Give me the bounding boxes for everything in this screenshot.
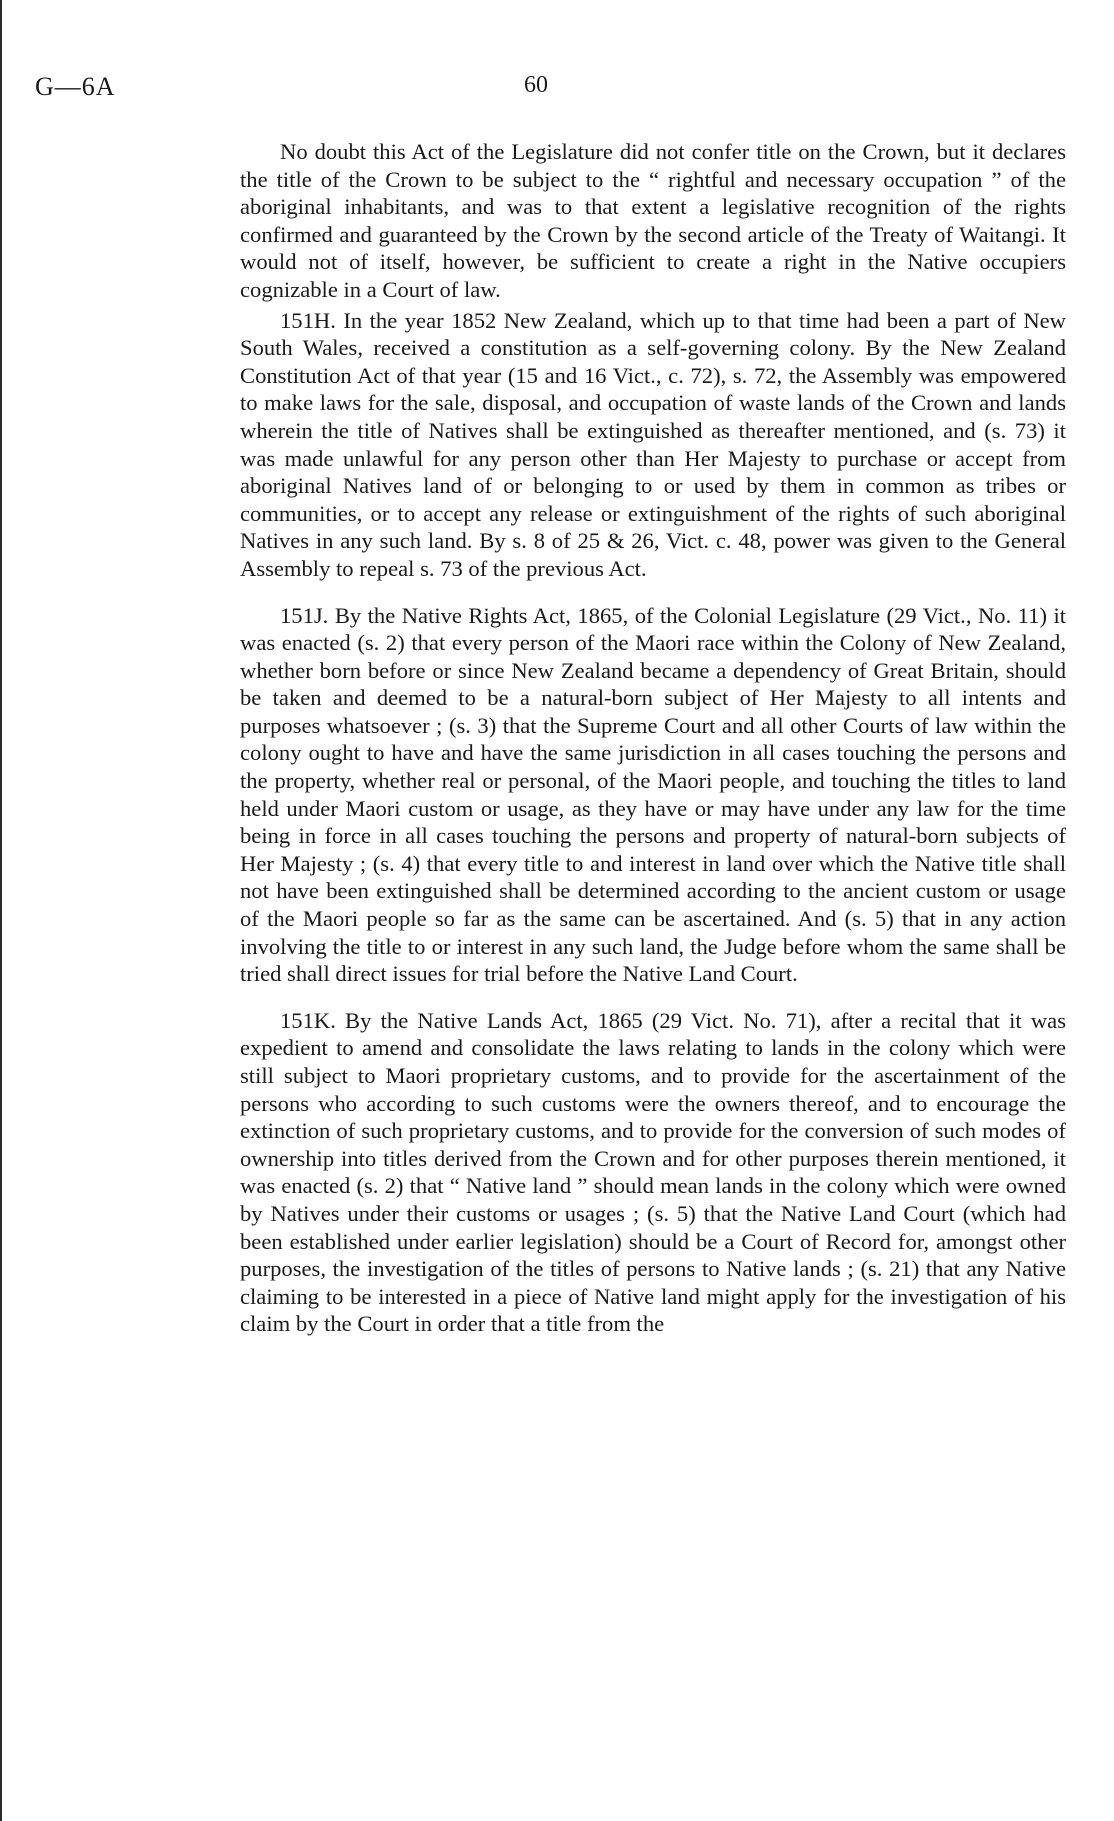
paragraph-number: 151K. (280, 1007, 336, 1033)
paragraph-text: By the Native Rights Act, 1865, of the Colonial Legislature (29 Vict., No. 11) it was enacted (s. 2) that every person of the Maori race within the Colony of New Zealand, whether born before or since New Zealand became a dependency of Great Britain, should be taken and deemed to be a natural-born subject of Her Majesty to all intents and purposes whatsoever ; (s. 3) that the Supreme Court and all other Courts of law within the colony ought to have and have the same jurisdiction in all cases touching the persons and the property, whether real or personal, of the Maori people, and touching the titles to land held under Maori custom or usage, as they have or may have under any law for the time being in force in all cases touching the persons and property of natural-born subjects of Her Majesty ; (s. 4) that every title to and interest in land over which the Native title shall not have been extinguished shall be determined according to the ancient custom or usage of the Maori people so far as the same can be ascertained. And (s. 5) that in any action involving the title to or interest in any such land, the Judge before whom the same shall be tried shall direct issues for trial before the Native Land Court. (240, 602, 1066, 987)
paragraph-text: No doubt this Act of the Legislature did not confer title on the Crown, but it declares the title of the Crown to be subject to the “ rightful and necessary occupation ” of the aboriginal inhabitants, and was to that extent a legislative recognition of the rights confirmed and guaranteed by the Crown by the second article of the Treaty of Waitangi. It would not of itself, however, be sufficient to create a right in the Native occupiers cognizable in a Court of law. (240, 139, 1066, 302)
page-reference-code: G—6A (35, 72, 116, 101)
paragraph-151h (240, 307, 1066, 583)
paragraph-151k (240, 1007, 1066, 1338)
page-left-edge-rule (0, 0, 2, 1821)
paragraph-text: By the Native Lands Act, 1865 (29 Vict. No. 71), after a recital that it was expedient to amend and consolidate the laws relating to lands in the colony which were still subject to Maori proprietary customs, and to provide for the ascertainment of the persons who according to such customs were the owners thereof, and to encourage the extinction of such proprietary customs, and to provide for the conversion of such modes of ownership into titles derived from the Crown and for other purposes therein mentioned, it was enacted (s. 2) that “ Native land ” should mean lands in the colony which were owned by Natives under their customs or usages ; (s. 5) that the Native Land Court (which had been established under earlier legislation) should be a Court of Record for, amongst other purposes, the investigation of the titles of persons to Native lands ; (s. 21) that any Native claiming to be interested in a piece of Native land might apply for the investigation of his claim by the Court in order that a title from the (240, 1007, 1066, 1337)
paragraph-number: 151J. (280, 602, 329, 628)
paragraph-text: In the year 1852 New Zealand, which up to that time had been a part of New South Wales, received a constitution as a self-governing colony. By the New Zealand Constitution Act of that year (15 and 16 Vict., c. 72), s. 72, the Assembly was empowered to make laws for the sale, disposal, and occupation of waste lands of the Crown and lands wherein the title of Natives shall be extinguished as thereafter mentioned, and (s. 73) it was made unlawful for any person other than Her Majesty to purchase or accept from aboriginal Natives land of or belonging to or used by them in common as tribes or communities, or to accept any release or extinguishment of the rights of such aboriginal Natives in any such land. By s. 8 of 25 & 26, Vict. c. 48, power was given to the General Assembly to repeal s. 73 of the previous Act. (240, 307, 1066, 581)
paragraph-number: 151H. (280, 307, 336, 333)
paragraph-intro (240, 138, 1066, 304)
document-body (240, 138, 1066, 1338)
page-number: 60 (524, 72, 548, 98)
paragraph-151j (240, 602, 1066, 988)
